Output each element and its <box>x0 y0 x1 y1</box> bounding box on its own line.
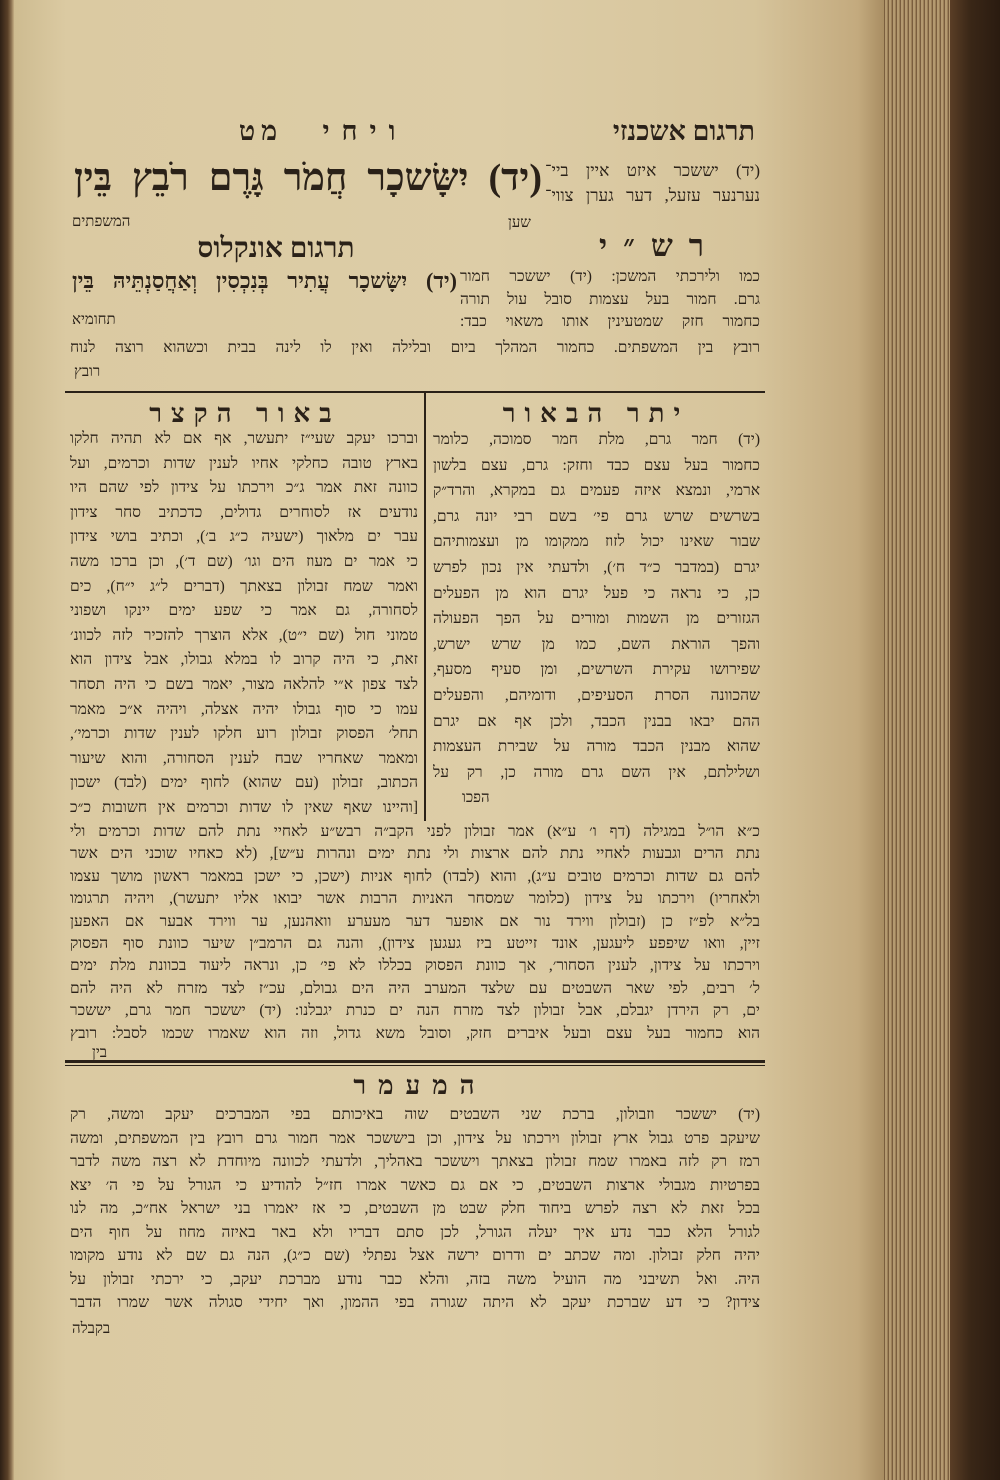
torah-verse: (יד) יִשָּׂשכָר חֲמֹר גָּרֶם רֹבֵץ בֵּין <box>74 157 542 199</box>
text-line: לצד צפון א״י להלאה מצור, יאמר בשם כי היה תסחר <box>70 675 418 693</box>
verse-catchword: המשפתים <box>72 214 131 230</box>
text-line: בל״א לפ״ז כן (זבולון ווירד נור אם אופער דער מעערע וואהנען, ער ווירד אבער אם האפען <box>70 912 760 930</box>
left-page-edge <box>0 0 14 1480</box>
column-divider <box>424 393 426 821</box>
text-line: כמו ולירכתי המשכן: (יד) יששכר חמור <box>460 268 760 285</box>
text-line: כוונה זאת אמר ג״כ וירכתו על צידון לפי שהם היו <box>70 479 418 497</box>
text-line: נודעים אז לסוחרים גדולים, כדכתיב סחר צידון <box>70 503 418 521</box>
yeter-habeur-catchword: הפכו <box>462 790 490 806</box>
text-line: (יד) יששכר וזבולון, ברכת שני השבטים שוה באיכותם בפי המברכים יעקב ומשה, רק <box>70 1106 760 1123</box>
text-line: ההם יבאו בבנין הכבד, ולכן אף אם יגרם <box>433 712 760 730</box>
text-line: (יד) יששכר איזט איין ביי־ <box>545 161 760 180</box>
text-line: לסחורה, גם אמר כי שפע ימים יינקו ושפוני <box>70 602 418 620</box>
text-line: נתת הרים וגבעות לאחיי נתת להם ארצות ולי נתת ימים ונהרות ע״ש], (לא כאחיו שוכני הים אשר <box>70 845 760 863</box>
ashkenazi-catchword: שען <box>508 215 531 231</box>
text-line: [והיינו שאף שאין לו שדות וכרמים אין חשובות כ״כ <box>70 798 418 816</box>
text-line: זיין, וואו שיפפע ליעגען, אונד זייטע ביז געגען צידון), והנה גם הרמב״ן שיער כוונת סוף הפסוק <box>70 934 760 952</box>
text-line: כ״א הו״ל במגילה (דף ו׳ ע״א) אמר זבולון לפני הקב״ה רבש״ע לאחיי נתת להם שדות וכרמים ולי <box>70 823 760 840</box>
text-line: (יד) חמר גרם, מלת חמר סמוכה, כלומר <box>433 431 760 448</box>
text-line: בשרשים שרש גרם פי׳ בשם רבי יונה גרם, <box>433 507 760 525</box>
text-line: בכל זאת לא רצה לפרש ביחוד חלק שבט מן השבטים, כי אז יאמרו בני ישראל אח״כ, מה לנו <box>70 1200 760 1217</box>
text-line: בפרטיות מגבולי ארצות השבטים, כי אם גם כאשר אמרו חז״ל להודיע כי הגורל על פי ה׳ יצא <box>70 1176 760 1194</box>
text-line: הוא כחמור בעל עצם ובעל איברים חזק, וסובל משא גדול, וזה הוא שאמרו שכמו לסבל: רובץ <box>70 1024 760 1042</box>
text-line: נערנער עזעל, דער גערן צווי־ <box>545 186 760 205</box>
continuation-catchword: בין <box>92 1045 107 1061</box>
rashi-text <box>460 266 760 334</box>
text-line: יגרם (במדבר כ״ד ח׳), ולדעתי אין נכון לפרש <box>433 558 760 576</box>
book-binding <box>950 0 1000 1480</box>
text-line: להם גם שדות וכרמים טובים ע״ג), והוא (לבדו) לחוף אניות (ישכן, כי ישכן במאמר ראשון מושך עצמו <box>70 867 760 885</box>
text-line: גרם. חמור בעל עצמות סובל עול תורה <box>460 290 760 308</box>
text-line: רמז רק לזה באמרו שמח זבולון בצאתך ויששכר באהליך, ולדעתי לכוונה מיוחדת לא רצה משה לדבר <box>70 1153 760 1170</box>
rashi-catchword: רובץ <box>74 364 101 380</box>
page-stack-edges <box>884 0 950 1480</box>
text-line: שבור שאינו יכול לזוז ממקומו מן ועצמותיהם <box>433 533 760 551</box>
text-line: צידון? כי דע שברכת יעקב לא היתה שגורה בפי ההמון, ואך יחידי סגולה אשר שמרו הדבר <box>70 1294 760 1311</box>
text-line: כחמור חזק שמטעינין אותו משאוי כבד: <box>460 313 760 330</box>
text-line: יהיה חלק זבולון. ומה שכתב ים ודרום ירשה אצל נפתלי (שם כ״ג), הנה גם שם לא נודע מקומו <box>70 1247 760 1264</box>
onkelos-text: (יד) יִשָּׂשכָר עֲתִיר בְּנִכְסִין וְאַחֲסַנְתֵּיהּ בֵּין <box>72 268 457 293</box>
text-line: שפירושו עקירת השרשים, ומן סעיף מסעף, <box>433 661 760 679</box>
text-line: בארץ טובה כחלקי אחיו לענין שדות וכרמים, ועל <box>70 454 418 472</box>
text-line: היה. ואל תשיבני מה הועיל משה בזה, והלא כבר נודע מברכת יעקב, כי ירכתי זבולון על <box>70 1270 760 1288</box>
text-line: וברכו יעקב שעי״ז יתעשר, אף אם לא תהיה חלקו <box>70 430 418 447</box>
text-line: ומאמר שאחריו שבח לענין הסחורה, והוא שיעור <box>70 749 418 767</box>
onkelos-heading: תרגום אונקלוס <box>197 233 355 264</box>
double-rule <box>65 1060 765 1066</box>
yeter-habeur-heading: יתר הבאור <box>502 399 690 428</box>
header-parsha: ויחי <box>322 116 408 146</box>
text-line: ים, רק הירדן יגבלם, אבל זבולון לצד מזרח הנה ים כנרת יגבלנו: (יד) יששכר חמר גרם, יששכר <box>70 1002 760 1020</box>
header-title-ashkenazi: תרגום אשכנזי <box>612 116 755 146</box>
horizontal-rule-upper <box>65 391 765 393</box>
text-line: לגורל הלא כבר נדע איך יעלה הגורל, לכן סתם דבריו ולא באר באיזה מחוז על חוף הים <box>70 1223 760 1241</box>
text-line: ואמר שמח זבולון בצאתך (דברים ל״ג י״ח), כים <box>70 577 418 595</box>
beur-hakatzar-heading: באור הקצר <box>149 399 341 428</box>
text-line: עבר ים מלאוך (ישעיה כ״ג ב׳), וכתיב בושי צידון <box>70 528 418 546</box>
text-line: כי אמר ים מעוז הים וגו׳ (שם ד׳), וכן ברכו משה <box>70 552 418 570</box>
text-line: ארמי, ונמצא איזה פעמים גם במקרא, והרד״ק <box>433 482 760 500</box>
yeter-habeur-text <box>433 427 760 785</box>
hameamar-heading: המעמר <box>353 1071 487 1100</box>
text-line: עמו כי סוף גבולו יהיה אצלה, ויהיה א״כ מאמר <box>70 700 418 718</box>
page-number: מט <box>238 116 284 146</box>
beur-hakatzar-text <box>70 427 418 821</box>
text-line: ל׳ רבים, לפי שאר השבטים עם שלצד המערב היה הים גבולם, עכ״ז לצד מזרח לא היה להם <box>70 979 760 997</box>
text-line: כן, כי נראה כי פעל יגרם הוא מן הפעלים <box>433 584 760 602</box>
text-line: ולאחריו) וירכתו על צידון (כלומר שמסחר האניות הרבות אשר יבואו אליו יתעשר), ויהיה תרגומו <box>70 890 760 908</box>
text-line: הכתוב, זבולון (עם שהוא) לחוף ימים (לבד) ישכון <box>70 774 418 792</box>
hameamar-text <box>70 1103 760 1315</box>
text-line: והפך הוראת השם, כמו מן שרש ישרש, <box>433 635 760 653</box>
text-line: טמוני חול (שם י״ט), אלא הוצרך להזכיר לזה לכוונ׳ <box>70 626 418 644</box>
text-line: ושלילתם, אין השם גרם מורה כן, רק על <box>433 763 760 781</box>
onkelos-catchword: תחומיא <box>72 312 116 328</box>
rashi-heading: רש״י <box>598 228 721 263</box>
hameamar-catchword: בקבלה <box>72 1321 111 1337</box>
text-line: הגזורים מן השמות ומורים על הפך הפעולה <box>433 610 760 628</box>
text-line: וירכתו על צידון, לענין הסחור׳, אך כוונת הפסוק בכללו לא פי׳ כן, ונראה ליעוד בכוונת מלת ימים <box>70 957 760 975</box>
text-line: שהכוונה הסרת הסעיפים, ודומיהם, והפעלים <box>433 686 760 704</box>
rashi-full-line: רובץ בין המשפתים. כחמור המהלך ביום ובלילה ואין לו לינה בבית וכשהוא רוצה לנוח <box>70 339 760 356</box>
text-line: שהוא מבנין הכבד מורה על שבירת העצמות <box>433 738 760 756</box>
ashkenazi-translation-text <box>545 158 760 208</box>
text-line: תחל׳ הפסוק זבולון רוע חלקו לענין שדות וכרמי׳, <box>70 725 418 743</box>
text-line: שיעקב פרט גבול ארץ זבולון וירכתו על צידון, וכן ביששכר אמר חמור גרם רובץ בין המשפתים, ומשה <box>70 1129 760 1147</box>
text-line: כחמור בעל עצם כבד וחזק: גרם, עצם בלשון <box>433 456 760 474</box>
beur-continuation-text <box>70 821 760 1045</box>
text-line: זאת, כי היה קרוב לו במלא גבולו, אבל צידון הוא <box>70 651 418 669</box>
